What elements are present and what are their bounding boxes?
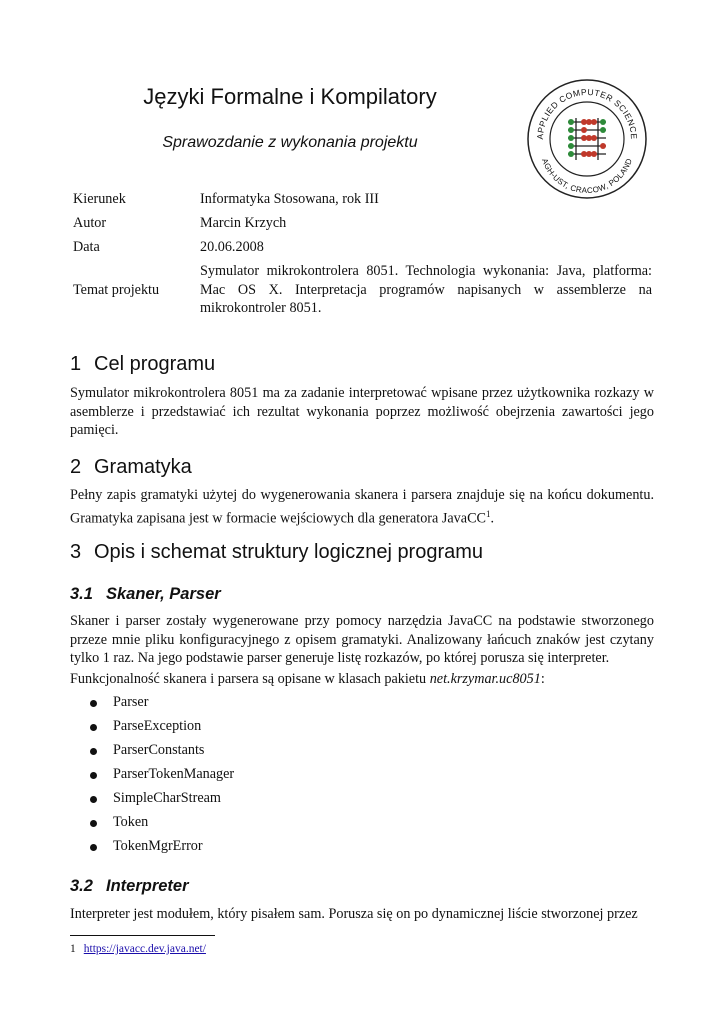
- footnote-ref: 1: [486, 508, 491, 519]
- section-3-1-text-2: Funkcjonalność skanera i parsera są opisane w klasach pakietu net.krzymar.uc8051:: [70, 671, 545, 687]
- meta-value-autor: Marcin Krzych: [200, 215, 287, 231]
- document-title: Języki Formalne i Kompilatory: [143, 84, 437, 109]
- meta-label-temat: Temat projektu: [73, 282, 160, 298]
- meta-label-autor: Autor: [73, 215, 107, 231]
- list-item: ParseException: [70, 718, 234, 742]
- list-item: Token: [70, 814, 234, 838]
- package-name: net.krzymar.uc8051: [429, 671, 541, 687]
- logo-text-bottom: AGH-UST, CRACOW, POLAND: [540, 157, 634, 196]
- section-3-2-heading: 3.2 Interpreter: [70, 877, 189, 895]
- section-1-heading: 1 Cel programu: [70, 353, 216, 375]
- list-item: Parser: [70, 694, 234, 718]
- section-3-heading: 3 Opis i schemat struktury logicznej programu: [70, 541, 484, 563]
- meta-value-kierunek: Informatyka Stosowana, rok III: [200, 191, 379, 207]
- section-3-1-text: Skaner i parser zostały wygenerowane przy pomocy narzędzia JavaCC na podstawie stworzonego przeze mnie pliku konfiguracyjnego z opisem gramatyki. Analizowany łańcuch znaków jest czytany tylko 1 raz. Na jego podstawie parser generuje listę rozkazów, po której porusza się interpreter.: [70, 613, 654, 666]
- meta-value-data: 20.06.2008: [200, 239, 264, 255]
- university-logo: [526, 78, 648, 200]
- logo-text-top: APPLIED COMPUTER SCIENCE: [534, 86, 640, 140]
- meta-value-temat: Symulator mikrokontrolera 8051. Technologia wykonania: Java, platforma: Mac OS X. Interpretacja programów napisanych w assemblerze na mikrokontroler 8051.: [200, 263, 652, 316]
- section-3-1-heading: 3.1 Skaner, Parser: [70, 585, 221, 603]
- meta-label-kierunek: Kierunek: [73, 191, 126, 207]
- section-1-text: Symulator mikrokontrolera 8051 ma za zadanie interpretować wpisane przez użytkownika rozkazy w asemblerze i przedstawiać ich rezultat wykonania poprzez możliwość obejrzenia zawartości jego pamięci.: [70, 385, 654, 438]
- footnote-divider: [70, 935, 215, 936]
- list-item: ParserTokenManager: [70, 766, 234, 790]
- section-2-text: Pełny zapis gramatyki użytej do wygenerowania skanera i parsera znajduje się na końcu dokumentu. Gramatyka zapisana jest w formacie wejściowych dla generatora JavaCC$^1$.: [70, 487, 654, 527]
- footnote-link[interactable]: https://javacc.dev.java.net/: [83, 943, 206, 955]
- list-item: SimpleCharStream: [70, 790, 234, 814]
- class-list: [70, 694, 234, 862]
- section-2-heading: 2 Gramatyka: [70, 456, 192, 478]
- meta-label-data: Data: [73, 239, 100, 255]
- list-item: ParserConstants: [70, 742, 234, 766]
- document-subtitle: Sprawozdanie z wykonania projektu: [162, 134, 418, 151]
- list-item: TokenMgrError: [70, 838, 234, 862]
- footnote: 1 https://javacc.dev.java.net/: [70, 943, 206, 955]
- section-3-2-text: Interpreter jest modułem, który pisałem sam. Porusza się on po dynamicznej liście stworzonej przez: [70, 906, 638, 922]
